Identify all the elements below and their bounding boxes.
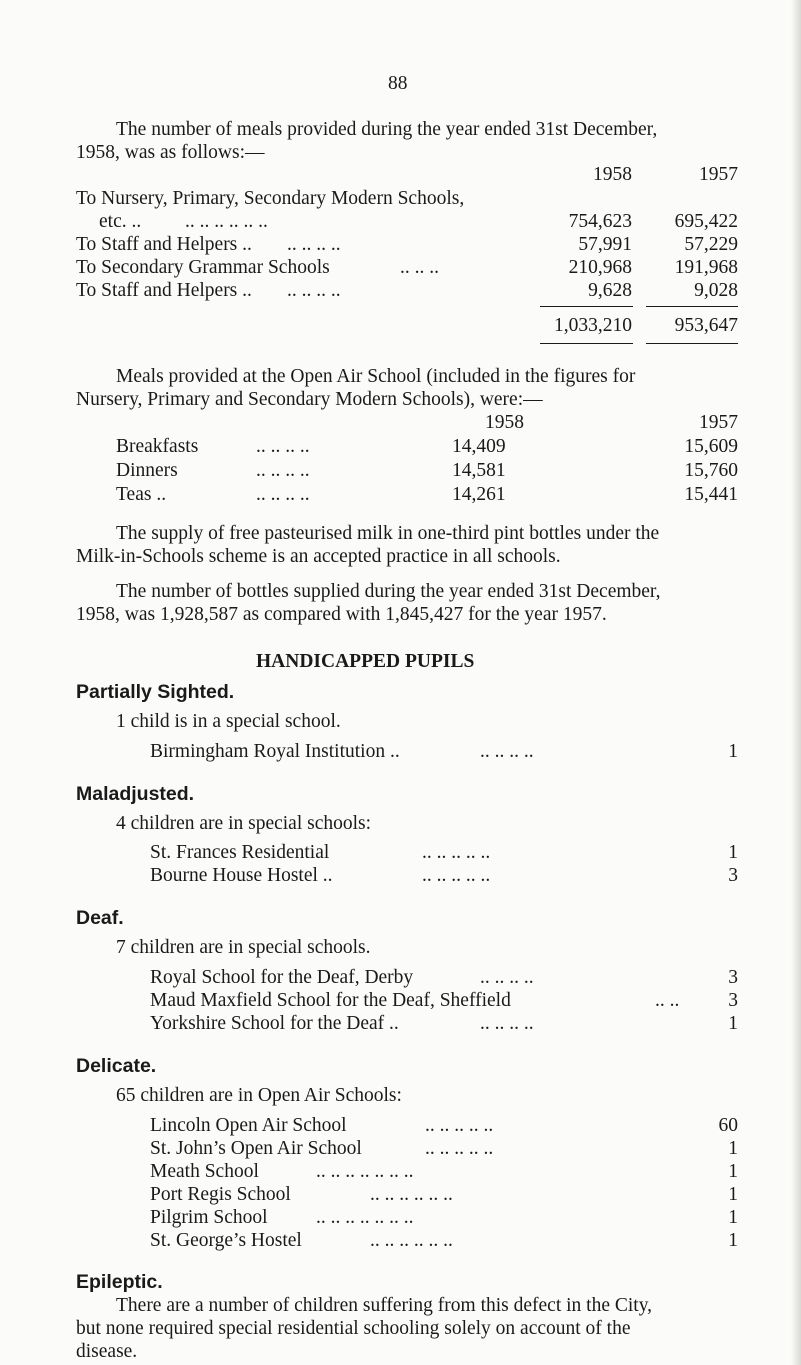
meals-row-3-1957: 191,968 [674,257,738,278]
milk-p2-line2: 1958, was 1,928,587 as compared with 1,845,427 for the year 1957. [76,604,607,625]
deaf-intro: 7 children are in special schools. [116,937,371,958]
deaf-item-2-count: 3 [728,990,738,1011]
open-air-row-1-1958: 14,409 [452,436,506,457]
delicate-item-3-count: 1 [728,1161,738,1182]
meals-row-4-label: To Staff and Helpers .. [76,280,252,301]
meals-row-1-label-line1: To Nursery, Primary, Secondary Modern Schools, [76,188,465,209]
open-air-row-2-1958: 14,581 [452,460,506,481]
partially-sighted-item-1-name: Birmingham Royal Institution .. [150,741,400,762]
delicate-title: Delicate. [76,1055,157,1077]
delicate-item-6-name: St. George’s Hostel [150,1230,302,1251]
deaf-item-2-name: Maud Maxfield School for the Deaf, Sheffield [150,990,511,1011]
meals-row-4-1957: 9,028 [694,280,738,301]
meals-row-1-label: etc. .. [99,211,142,232]
delicate-item-1-leaders: .. .. .. .. .. [425,1115,494,1136]
epileptic-line3: disease. [76,1341,138,1362]
meals-total-1957: 953,647 [674,315,738,336]
open-air-row-2-1957: 15,760 [684,460,738,481]
delicate-item-3-leaders: .. .. .. .. .. .. .. [316,1161,414,1182]
open-air-row-2-label: Dinners [116,460,178,481]
open-air-row-1-label: Breakfasts [116,436,199,457]
open-air-row-3-1957: 15,441 [684,484,738,505]
meals-row-2-1957: 57,229 [684,234,738,255]
milk-p2-line1: The number of bottles supplied during the year ended 31st December, [116,581,661,602]
deaf-title: Deaf. [76,907,124,929]
deaf-item-3-leaders: .. .. .. .. [480,1013,534,1034]
meals-total-rule-1957-bottom [646,343,738,344]
meals-row-4-leaders: .. .. .. .. [287,280,341,301]
delicate-item-4-name: Port Regis School [150,1184,291,1205]
milk-p1-line1: The supply of free pasteurised milk in one-third pint bottles under the [116,523,660,544]
delicate-item-6-leaders: .. .. .. .. .. .. [370,1230,453,1251]
maladjusted-item-2-name: Bourne House Hostel .. [150,865,333,886]
delicate-item-5-leaders: .. .. .. .. .. .. .. [316,1207,414,1228]
meals-row-2-leaders: .. .. .. .. [287,234,341,255]
maladjusted-item-1-name: St. Frances Residential [150,842,330,863]
page-number: 88 [388,73,408,94]
delicate-item-1-name: Lincoln Open Air School [150,1115,347,1136]
handicapped-heading: HANDICAPPED PUPILS [256,651,475,672]
meals-total-rule-1957-top [646,306,738,307]
delicate-item-5-name: Pilgrim School [150,1207,268,1228]
epileptic-title: Epileptic. [76,1271,163,1293]
maladjusted-title: Maladjusted. [76,783,195,805]
delicate-item-3-name: Meath School [150,1161,259,1182]
delicate-item-2-name: St. John’s Open Air School [150,1138,362,1159]
meals-total-rule-1958-top [540,306,633,307]
maladjusted-item-2-leaders: .. .. .. .. .. [422,865,491,886]
deaf-item-1-leaders: .. .. .. .. [480,967,534,988]
open-air-row-3-1958: 14,261 [452,484,506,505]
meals-row-1-1958: 754,623 [568,211,632,232]
delicate-item-5-count: 1 [728,1207,738,1228]
meals-intro-line1: The number of meals provided during the year ended 31st December, [116,119,658,140]
delicate-intro: 65 children are in Open Air Schools: [116,1085,402,1106]
meals-row-3-label: To Secondary Grammar Schools [76,257,330,278]
epileptic-line1: There are a number of children suffering from this defect in the City, [116,1295,653,1316]
maladjusted-item-1-count: 1 [728,842,738,863]
open-air-col-1957: 1957 [699,412,738,433]
milk-p1-line2: Milk-in-Schools scheme is an accepted practice in all schools. [76,546,561,567]
open-air-row-1-1957: 15,609 [684,436,738,457]
open-air-intro-line1: Meals provided at the Open Air School (included in the figures for [116,366,636,387]
open-air-row-3-label: Teas .. [116,484,167,505]
maladjusted-item-2-count: 3 [728,865,738,886]
meals-row-3-1958: 210,968 [568,257,632,278]
maladjusted-item-1-leaders: .. .. .. .. .. [422,842,491,863]
meals-row-2-1958: 57,991 [578,234,632,255]
meals-intro-line2: 1958, was as follows:— [76,142,265,163]
open-air-row-3-leaders: .. .. .. .. [256,484,310,505]
deaf-item-3-count: 1 [728,1013,738,1034]
partially-sighted-item-1-leaders: .. .. .. .. [480,741,534,762]
open-air-row-1-leaders: .. .. .. .. [256,436,310,457]
open-air-col-1958: 1958 [485,412,524,433]
delicate-item-2-count: 1 [728,1138,738,1159]
delicate-item-2-leaders: .. .. .. .. .. [425,1138,494,1159]
deaf-item-2-leaders: .. .. [655,990,680,1011]
delicate-item-1-count: 60 [718,1115,738,1136]
meals-row-1-leaders: .. .. .. .. .. .. [185,211,268,232]
page-edge-shadow [791,0,801,1365]
meals-total-1958: 1,033,210 [554,315,632,336]
partially-sighted-intro: 1 child is in a special school. [116,711,341,732]
meals-total-rule-1958-bottom [540,343,633,344]
meals-row-4-1958: 9,628 [588,280,632,301]
deaf-item-3-name: Yorkshire School for the Deaf .. [150,1013,399,1034]
deaf-item-1-count: 3 [728,967,738,988]
meals-col-1957: 1957 [699,164,738,185]
meals-row-2-label: To Staff and Helpers .. [76,234,252,255]
open-air-intro-line2: Nursery, Primary and Secondary Modern Schools), were:— [76,389,543,410]
epileptic-line2: but none required special residential schooling solely on account of the [76,1318,631,1339]
partially-sighted-item-1-count: 1 [728,741,738,762]
meals-col-1958: 1958 [593,164,632,185]
partially-sighted-title: Partially Sighted. [76,681,235,703]
maladjusted-intro: 4 children are in special schools: [116,813,372,834]
delicate-item-4-count: 1 [728,1184,738,1205]
deaf-item-1-name: Royal School for the Deaf, Derby [150,967,414,988]
meals-row-3-leaders: .. .. .. [400,257,439,278]
open-air-row-2-leaders: .. .. .. .. [256,460,310,481]
delicate-item-6-count: 1 [728,1230,738,1251]
meals-row-1-1957: 695,422 [674,211,738,232]
delicate-item-4-leaders: .. .. .. .. .. .. [370,1184,453,1205]
